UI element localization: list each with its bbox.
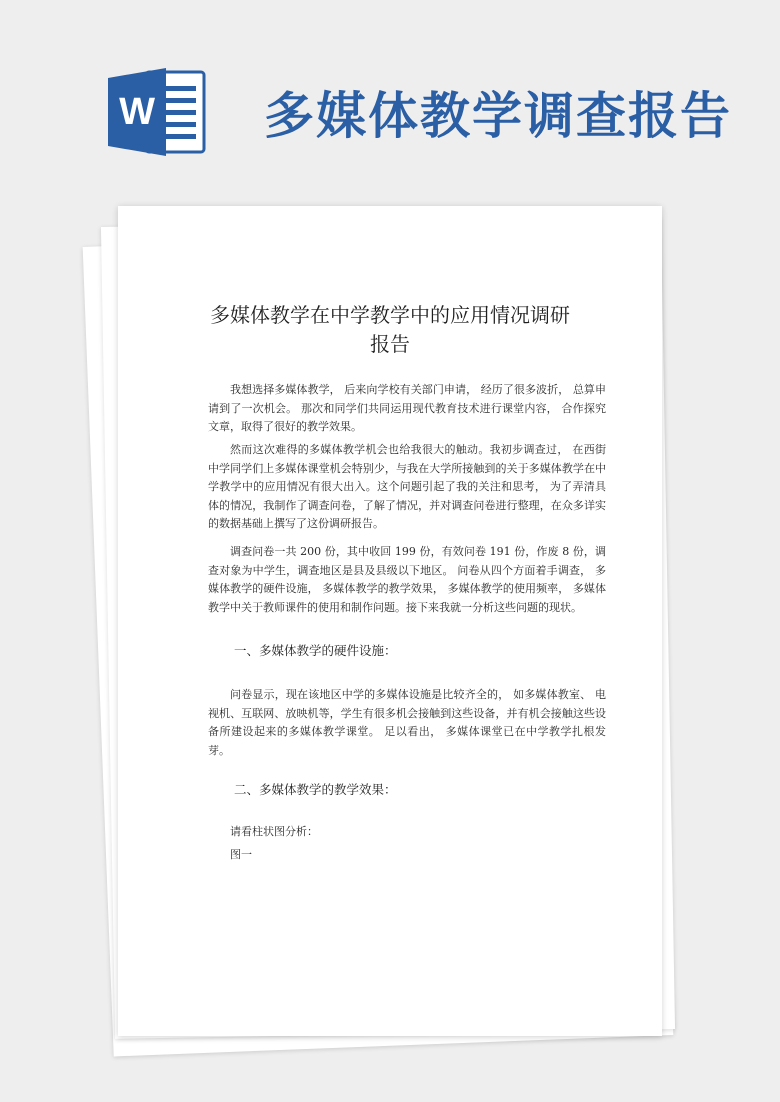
document-title-line-1: 多媒体教学在中学教学中的应用情况调研 — [210, 303, 570, 327]
document-title — [118, 301, 662, 359]
paragraph-1: 我想选择多媒体教学， 后来向学校有关部门申请， 经历了很多波折， 总算申请到了一次机会。 那次和同学们共同运用现代教育技术进行课堂内容， 合作探究文章，取得了很好的教学效果。 — [208, 383, 606, 434]
document-title-line-2: 报告 — [370, 332, 410, 356]
word-icon-letter: W — [119, 91, 155, 133]
document-page — [118, 206, 662, 1036]
section-heading-hardware: 一、多媒体教学的硬件设施： — [234, 643, 397, 658]
paragraph-2: 然而这次难得的多媒体教学机会也给我很大的触动。我初步调查过， 在西街中学同学们上多媒体课堂机会特别少，与我在大学所接触到的关于多媒体教学在中学教学中的应用情况有很大出入。这个问题引起了我的关注和思考， 为了弄清具体的情况，我制作了调查问卷，了解了情况，并对调查问卷进行整理，在众多详实的数据基础上撰写了这份调研报告。 — [208, 443, 606, 531]
chart-prompt-line: 请看柱状图分析： — [230, 825, 318, 838]
paragraph-4: 问卷显示，现在该地区中学的多媒体设施是比较齐全的， 如多媒体教室、 电视机、互联网、放映机等，学生有很多机会接触到这些设备，并有机会接触这些设备所建设起来的多媒体教学课堂。 足以看出， 多媒体课堂已在中学教学扎根发芽。 — [208, 688, 606, 757]
banner-title: 多媒体教学调查报告 — [264, 87, 732, 145]
paragraph-3: 调查问卷一共 200 份，其中收回 199 份，有效问卷 191 份，作废 8 份，调查对象为中学生，调查地区是县及县级以下地区。 问卷从四个方面着手调查， 多媒体教学的硬件设施， 多媒体教学的教学效果， 多媒体教学的使用频率， 多媒体教学中关于教师课件的使用和制作问题。接下来我就一分析这些问题的现状。 — [208, 545, 606, 614]
banner — [0, 0, 780, 200]
figure-label: 图一 — [230, 848, 252, 861]
word-document-icon — [108, 68, 208, 156]
section-heading-effect: 二、多媒体教学的教学效果： — [234, 782, 397, 797]
